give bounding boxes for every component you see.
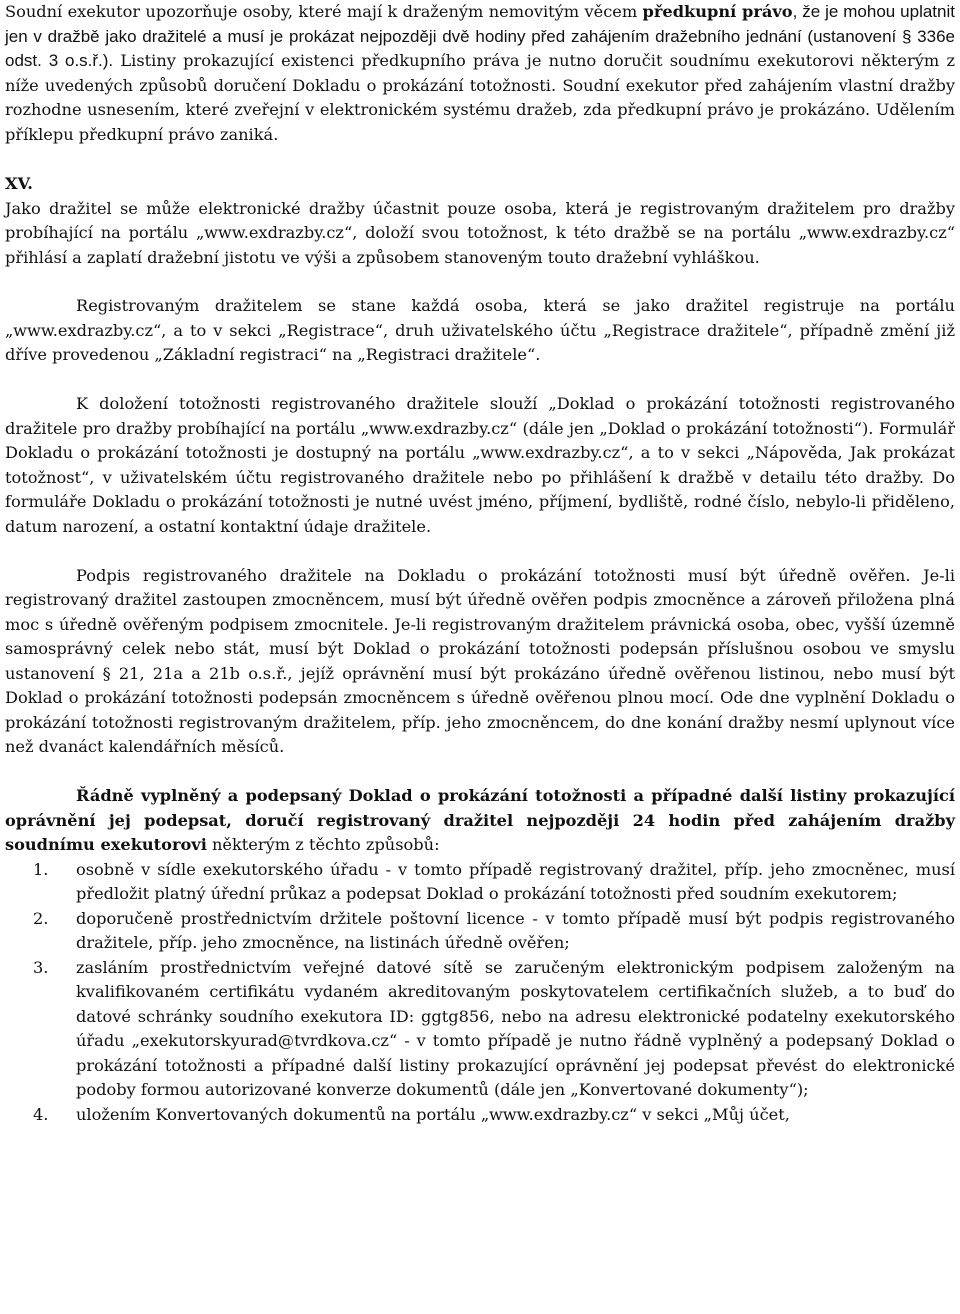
list-item-text: doporučeně prostřednictvím držitele poštovní licence - v tomto případě musí být podpis registrovaného dražitele, příp. jeho zmocněnce, na listinách úředně ověřen; [76, 908, 955, 952]
list-item [5, 907, 955, 956]
delivery-methods-list [5, 858, 955, 1128]
list-item-text: zasláním prostřednictvím veřejné datové sítě se zaručeným elektronickým podpisem založeným na kvalifikovaném certifikátu vydaném akreditovaným poskytovatelem certifikačních služeb, a to buď do datové schránky soudního exekutora ID: ggtg856, nebo na adresu elektronické podatelny exekutorského úřadu „exekutorskyurad@tvrdkova.cz“ - v tomto případě je nutno řádně vyplněný a podepsaný Doklad o prokázání totožnosti a případné další listiny prokazující oprávnění jej podepsat převést do elektronické podoby formou autorizované konverze dokumentů (dále jen „Konvertované dokumenty“); [76, 957, 955, 1099]
delivery-methods-intro: některým z těchto způsobů: [206, 835, 440, 854]
list-item-number: 3. [33, 957, 49, 977]
preemption-expiry: Udělením příklepu předkupní právo zaniká. [5, 100, 955, 144]
paragraph-delivery [5, 784, 955, 858]
delivery-requirement: Řádně vyplněný a podepsaný Doklad o prokázání totožnosti a případné další listiny prokazující oprávnění jej podepsat, doručí registrovaný dražitel nejpozději 24 hodin před zahájením dražby soudnímu exekutorovi [5, 786, 955, 854]
identity-proof-form: K doložení totožnosti registrovaného dražitele slouží „Doklad o prokázání totožnosti registrovaného dražitele pro dražby probíhající na portálu „www.exdrazby.cz“ (dále jen „Doklad o prokázání totožnosti“). Formulář Dokladu o prokázání totožnosti je dostupný na portálu „www.exdrazby.cz“, a to v sekci „Nápověda, Jak prokázat totožnost“, v uživatelském účtu registrovaného dražitele nebo po přihlášení k dražbě v detailu této dražby. [5, 394, 955, 487]
paragraph-registration: Registrovaným dražitelem se stane každá osoba, která se jako dražitel registruje na portálu „www.exdrazby.cz“, a to v sekci „Registrace“, druh uživatelského účtu „Registrace dražitele“, případně změní již dříve provedenou „Základní registraci“ na „Registraci dražitele“. [5, 296, 955, 364]
list-item [5, 1103, 955, 1128]
section-heading: XV. [5, 174, 33, 193]
list-item [5, 858, 955, 907]
preemption-documents: Listiny prokazující existenci předkupního práva je nutno doručit soudnímu exekutorovi některým z níže uvedených způsobů doručení Dokladu o prokázání totožnosti. [5, 51, 955, 95]
list-item-text: uložením Konvertovaných dokumentů na portálu „www.exdrazby.cz“ v sekci „Můj účet, [76, 1104, 790, 1124]
list-item [5, 956, 955, 1103]
paragraph-bidder-eligibility: Jako dražitel se může elektronické dražby účastnit pouze osoba, která je registrovaným dražitelem pro dražby probíhající na portálu „www.exdrazby.cz“, doloží svou totožnost, k této dražbě se na portálu „www.exdrazby.cz“ přihlásí a zaplatí dražební jistotu ve výši a způsobem stanoveným touto dražební vyhláškou. [5, 198, 955, 267]
list-item-number: 4. [33, 1104, 49, 1124]
list-item-text: osobně v sídle exekutorského úřadu - v tomto případě registrovaný dražitel, příp. jeho zmocněnec, musí předložit platný úřední průkaz a podepsat Doklad o prokázání totožnosti před soudním exekutorem; [76, 859, 955, 903]
preemption-resolution: Soudní exekutor před zahájením vlastní dražby rozhodne usnesením, které zveřejní v elektronickém systému dražeb, zda předkupní právo je prokázáno. [5, 75, 955, 119]
preemption-right-term: předkupní právo [642, 2, 793, 21]
paragraph-preemption [5, 0, 955, 147]
list-item-number: 2. [33, 908, 49, 928]
preemption-intro: Soudní exekutor upozorňuje osoby, které mají k draženým nemovitým věcem [5, 2, 643, 21]
preemption-deadline: , že je mohou uplatnit jen v dražbě jako dražitelé a musí je prokázat nejpozději dvě hodiny před zahájením dražebního jednání (ustanovení § 336e odst. 3 o.s.ř.). [5, 2, 955, 70]
list-item-number: 1. [33, 859, 49, 879]
identity-proof-details: Do formuláře Dokladu o prokázání totožnosti je nutné uvést jméno, příjmení, bydliště, rodné číslo, nebylo-li přiděleno, datum narození, a ostatní kontaktní údaje dražitele. [5, 467, 955, 536]
paragraph-signature: Podpis registrovaného dražitele na Dokladu o prokázání totožnosti musí být úředně ověřen. Je-li registrovaný dražitel zastoupen zmocněncem, musí být úředně ověřen podpis zmocněnce a zároveň přiložena plná moc s úředně ověřeným podpisem zmocnitele. Je-li registrovaným dražitelem právnická osoba, obec, vyšší územně samosprávný celek nebo stát, musí být Doklad o prokázání totožnosti podepsán příslušnou osobou ve smyslu ustanovení § 21, 21a a 21b o.s.ř., jejíž oprávnění musí být prokázáno úředně ověřenou listinou, nebo musí být Doklad o prokázání totožnosti podepsán zmocněncem s úředně ověřenou plnou mocí. Ode dne vyplnění Dokladu o prokázání totožnosti registrovaným dražitelem, příp. jeho zmocněncem, do dne konání dražby nesmí uplynout více než dvanáct kalendářních měsíců. [5, 565, 955, 756]
paragraph-identity-proof [5, 392, 955, 539]
